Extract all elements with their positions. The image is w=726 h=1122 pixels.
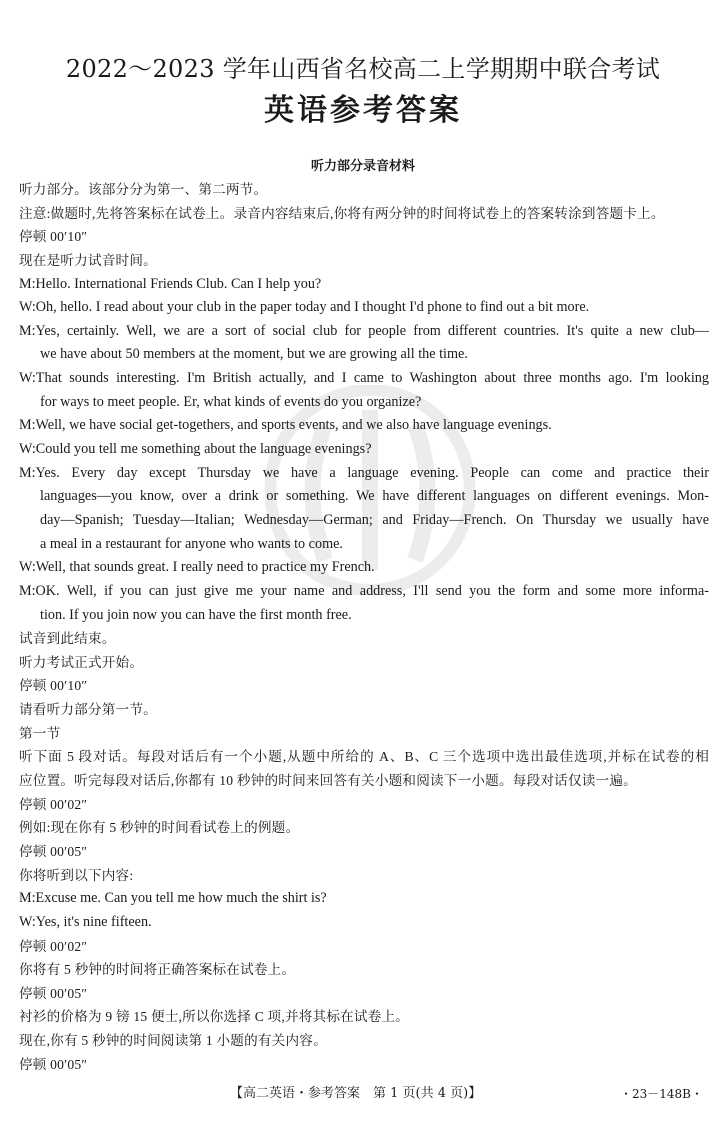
dialogue-line-continued: a meal in a restaurant for anyone who wants to come. (40, 535, 343, 552)
dialogue-line: W:Yes, it's nine fifteen. (19, 913, 152, 930)
text-line: 你将有 5 秒钟的时间将正确答案标在试卷上。 (19, 962, 296, 978)
dialogue-line: M:Yes. Every day except Thursday we have a language evening. People can come and practice their (19, 464, 709, 481)
pause-line: 停顿 00′05″ (19, 843, 88, 859)
text-line: 现在是听力试音时间。 (19, 252, 157, 268)
pause-line: 停顿 00′05″ (19, 1056, 88, 1072)
text-line: 例如:现在你有 5 秒钟的时间看试卷上的例题。 (19, 820, 300, 836)
text-line: 听力考试正式开始。 (19, 654, 144, 670)
dialogue-line: M:Yes, certainly. Well, we are a sort of social club for people from different countries. It's quite a new club— (19, 322, 709, 339)
text-line: 你将听到以下内容: (19, 867, 134, 883)
text-line: 应位置。听完每段对话后,你都有 10 秒钟的时间来回答有关小题和阅读下一小题。每段对话仅读一遍。 (19, 773, 637, 789)
dialogue-line-continued: languages—you know, over a drink or something. We have different languages on different evenings. Mon- (40, 488, 709, 505)
text-line: 衬衫的价格为 9 镑 15 便士,所以你选择 C 项,并将其标在试卷上。 (19, 1009, 410, 1025)
footer-code: ・23－148B・ (620, 1087, 703, 1101)
footer-page-info: 【高二英语・参考答案 第 1 页(共 4 页)】 (230, 1086, 482, 1101)
text-line: 听力部分。该部分分为第一、第二两节。 (19, 182, 268, 197)
document-subtitle: 英语参考答案 (264, 93, 462, 128)
dialogue-line: M:OK. Well, if you can just give me your name and address, I'll send you the form and some more informa- (19, 582, 709, 599)
dialogue-line: W:Oh, hello. I read about your club in the paper today and I thought I'd phone to find out a bit more. (19, 299, 590, 316)
pause-line: 停顿 00′02″ (19, 938, 88, 954)
dialogue-line: W:That sounds interesting. I'm British actually, and I came to Washington about three months ago. I'm looking (19, 370, 709, 387)
exam-title: 2022～2023 学年山西省名校高二上学期期中联合考试 (65, 55, 661, 83)
dialogue-line-continued: we have about 50 members at the moment, but we are growing all the time. (40, 346, 468, 363)
subsection-title: 第一节 (19, 725, 61, 741)
pause-line: 停顿 00′02″ (19, 796, 88, 812)
text-line: 试音到此结束。 (19, 631, 116, 647)
page-footer (0, 1082, 726, 1106)
transcript-body (19, 178, 709, 1076)
dialogue-line-continued: day—Spanish; Tuesday—Italian; Wednesday—German; and Friday—French. On Thursday we usually have (40, 511, 709, 528)
dialogue-line: M:Excuse me. Can you tell me how much the shirt is? (19, 890, 327, 907)
dialogue-line-continued: for ways to meet people. Er, what kinds of events do you organize? (40, 393, 422, 410)
dialogue-line: M:Well, we have social get-togethers, and sports events, and we also have language evenings. (19, 417, 552, 434)
pause-line: 停顿 00′10″ (19, 678, 88, 694)
pause-line: 停顿 00′05″ (19, 985, 88, 1001)
dialogue-line: W:Well, that sounds great. I really need to practice my French. (19, 559, 375, 576)
dialogue-line-continued: tion. If you join now you can have the first month free. (40, 606, 352, 623)
text-line: 注意:做题时,先将答案标在试卷上。录音内容结束后,你将有两分钟的时间将试卷上的答案转涂到答题卡上。 (19, 205, 665, 221)
dialogue-line: W:Could you tell me something about the language evenings? (19, 441, 372, 458)
section-heading: 听力部分录音材料 (310, 159, 415, 174)
text-line: 停顿 00′10″ (19, 229, 88, 245)
text-line: 请看听力部分第一节。 (19, 702, 157, 718)
text-line: 听下面 5 段对话。每段对话后有一个小题,从题中所给的 A、B、C 三个选项中选出最佳选项,并标在试卷的相 (19, 749, 709, 765)
dialogue-line: M:Hello. International Friends Club. Can I help you? (19, 275, 322, 292)
text-line: 现在,你有 5 秒钟的时间阅读第 1 小题的有关内容。 (19, 1033, 327, 1049)
